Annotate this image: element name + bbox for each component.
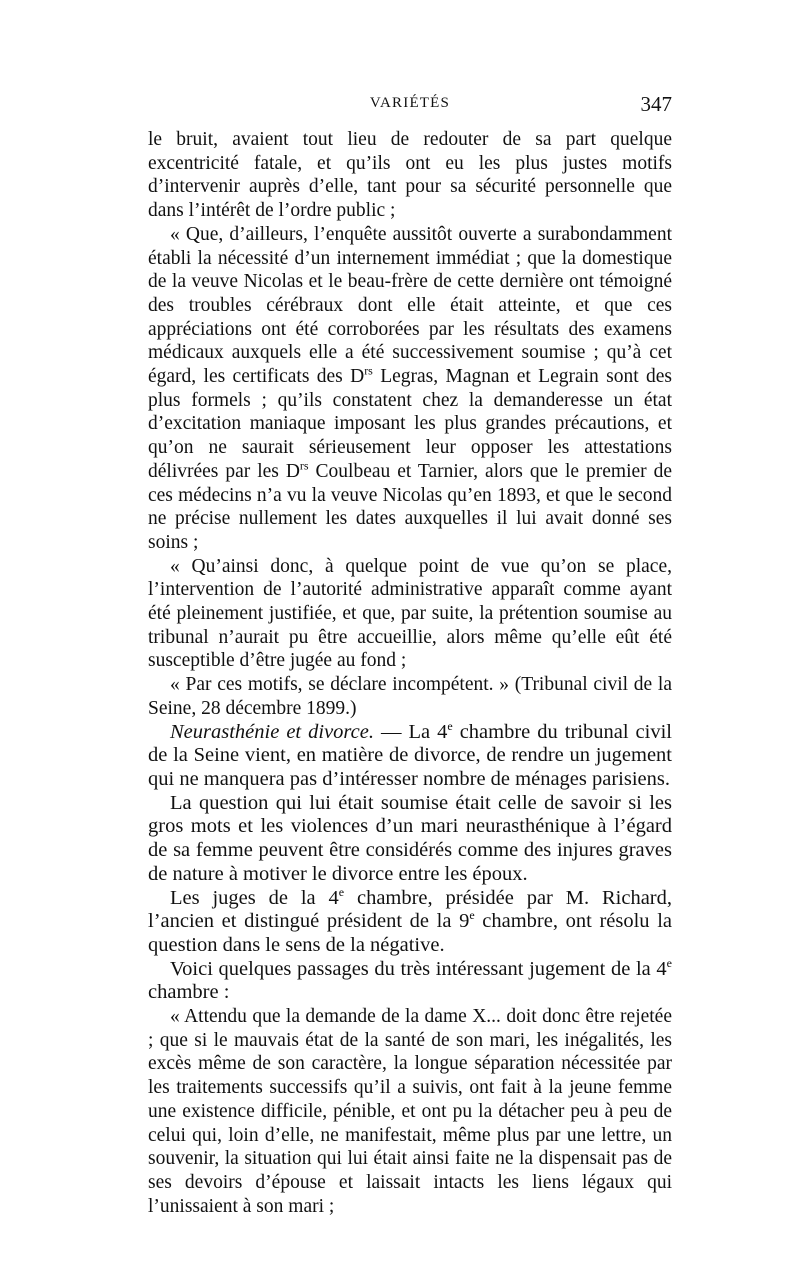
paragraph-7: Les juges de la 4e chambre, présidée par M. Richard, l’ancien et distingué président de la 9e chambre, ont résolu la question dans le sens de la négative. [148,884,672,956]
superscript: e [338,884,345,899]
superscript: e [666,955,672,970]
page-header [148,92,672,118]
superscript: e [447,718,453,733]
running-title: VARIÉTÉS [369,95,451,111]
paragraph-3: « Qu’ainsi donc, à quelque point de vue qu’on se place, l’intervention de l’autorité administrative apparaît comme ayant été pleinement justifiée, et que, par suite, la prétention soumise au tribunal n’aurait pu être accueillie, alors même qu’elle eût été susceptible d’être jugée au fond ; [148,555,672,672]
paragraph-9: « Attendu que la demande de la dame X... doit donc être rejetée ; que si le mauvais état de la santé de son mari, les inégalités, les excès même de son caractère, la longue séparation nécessitée par les traitements successifs qu’il a suivis, ont fait à la jeune femme une existence difficile, pénible, et ont pu la détacher peu à peu de celui qui, loin d’elle, ne manifestait, même plus par une lettre, un souvenir, la situation qui lui était ainsi faite ne la dispensait pas de ses devoirs d’épouse et laissait intacts les liens légaux qui l’unissaient à son mari ; [148,1006,672,1217]
page-number: 347 [640,92,672,116]
paragraph-8: Voici quelques passages du très intéressant jugement de la 4e chambre : [148,955,672,1004]
paragraph-1: le bruit, avaient tout lieu de redouter de sa part quelque excentricité fatale, et qu’ils ont eu les plus justes motifs d’intervenir auprès d’elle, tant pour sa sécurité personnelle que dans l’intérêt de l’ordre public ; [148,129,672,222]
superscript: rs [299,458,309,473]
paragraph-6: La question qui lui était soumise était celle de savoir si les gros mots et les violences d’un mari neurasthénique à l’égard de sa femme peuvent être considérés comme des injures graves de nature à motiver le divorce entre les époux. [148,791,672,885]
paragraph-4: « Par ces motifs, se déclare incompétent. » (Tribunal civil de la Seine, 28 décembre 1899.) [148,674,672,719]
paragraph-2: « Que, d’ailleurs, l’enquête aussitôt ouverte a surabondamment établi la nécessité d’un internement immédiat ; que la domestique de la veuve Nicolas et le beau-frère de cette dernière ont témoigné des troubles cérébraux dont elle était atteinte, et que ces appréciations ont été corroborées par les résultats des examens médicaux auxquels elle a été successivement soumise ; qu’à cet égard, les certificats des $D^{rs}$ Legras, Magnan et Legrain sont des plus formels ; qu’ils constatent chez la demanderesse un état d’excitation maniaque imposant les plus grandes précautions, et qu’on ne saurait sérieusement leur opposer les attestations délivrées par les $D^{rs}$ Coulbeau et Tarnier, alors que le premier de ces médecins n’a vu la veuve Nicolas qu’en 1893, et que le second ne précise nullement les dates auxquelles il lui avait donné ses soins ; [148,223,672,553]
section-title: Neurasthénie et divorce. [170,720,374,743]
superscript: rs [364,363,373,378]
body-text [148,128,672,1218]
superscript: e [469,908,475,923]
paragraph-5: Neurasthénie et divorce. — La 4e chambre du tribunal civil de la Seine vient, en matière de divorce, de rendre un jugement qui ne manquera pas d’intéresser nombre de ménages parisiens. [148,718,672,790]
